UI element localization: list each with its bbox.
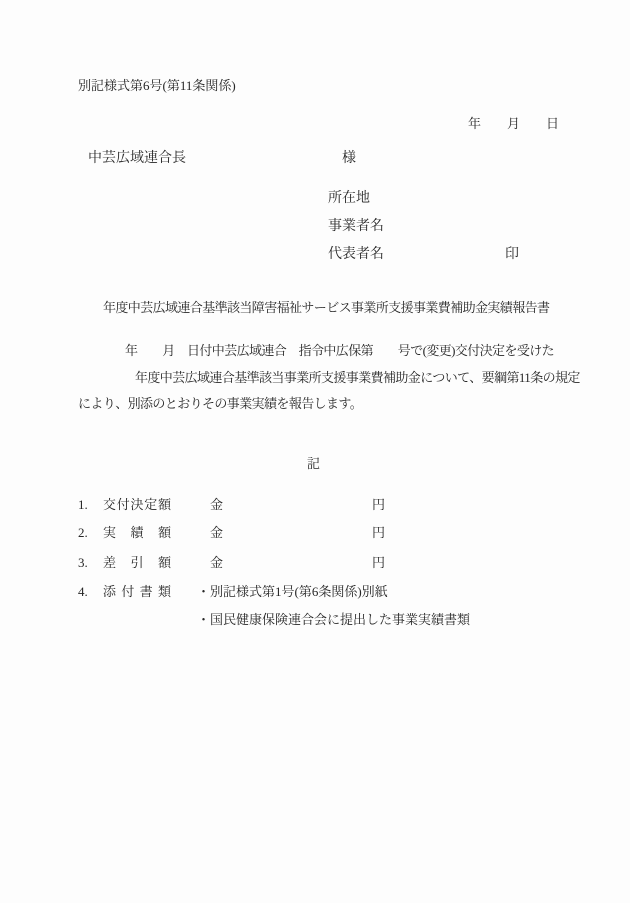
body-paragraph-line-2: 年度中芸広域連合基準該当事業所支援事業費補助金について、要綱第11条の規定 <box>135 370 580 385</box>
attachment-item: ・別記様式第1号(第6条関係)別紙 <box>197 584 388 599</box>
item-number: 3. <box>78 555 88 570</box>
item-label: 交付決定額 <box>103 497 171 512</box>
form-number: 別記様式第6号(第11条関係) <box>78 78 236 93</box>
seal-mark: 印 <box>505 247 519 262</box>
item-number: 1. <box>78 497 88 512</box>
sender-representative-label: 代表者名 <box>328 247 384 262</box>
amount-prefix: 金 <box>210 525 224 540</box>
addressee-name: 中芸広域連合長 <box>88 151 186 166</box>
body-paragraph-line-1: 年 月 日付中芸広域連合 指令中広保第 号で(変更)交付決定を受けた <box>125 343 555 358</box>
date-blank-line: 年 月 日 <box>468 116 560 131</box>
item-row-grant-decision-amount <box>0 498 630 514</box>
item-label: 添付書類 <box>103 584 171 599</box>
record-heading: 記 <box>307 456 321 471</box>
attachment-row <box>0 613 630 629</box>
body-paragraph-line-3: により、別添のとおりその事業実績を報告します。 <box>78 396 363 411</box>
sender-address-label: 所在地 <box>328 191 370 206</box>
item-number: 4. <box>78 584 88 599</box>
item-label: 実績額 <box>103 525 171 540</box>
item-row-attached-documents <box>0 585 630 601</box>
amount-prefix: 金 <box>210 555 224 570</box>
amount-suffix: 円 <box>372 555 386 570</box>
item-row-actual-amount <box>0 526 630 542</box>
attachment-item: ・国民健康保険連合会に提出した事業実績書類 <box>197 612 471 627</box>
amount-suffix: 円 <box>372 525 386 540</box>
item-number: 2. <box>78 525 88 540</box>
amount-suffix: 円 <box>372 497 386 512</box>
addressee-honorific: 様 <box>342 151 356 166</box>
document-title: 年度中芸広域連合基準該当障害福祉サービス事業所支援事業費補助金実績報告書 <box>103 300 550 315</box>
sender-operator-label: 事業者名 <box>328 219 384 234</box>
amount-prefix: 金 <box>210 497 224 512</box>
item-label: 差引額 <box>103 555 171 570</box>
item-row-difference-amount <box>0 556 630 572</box>
